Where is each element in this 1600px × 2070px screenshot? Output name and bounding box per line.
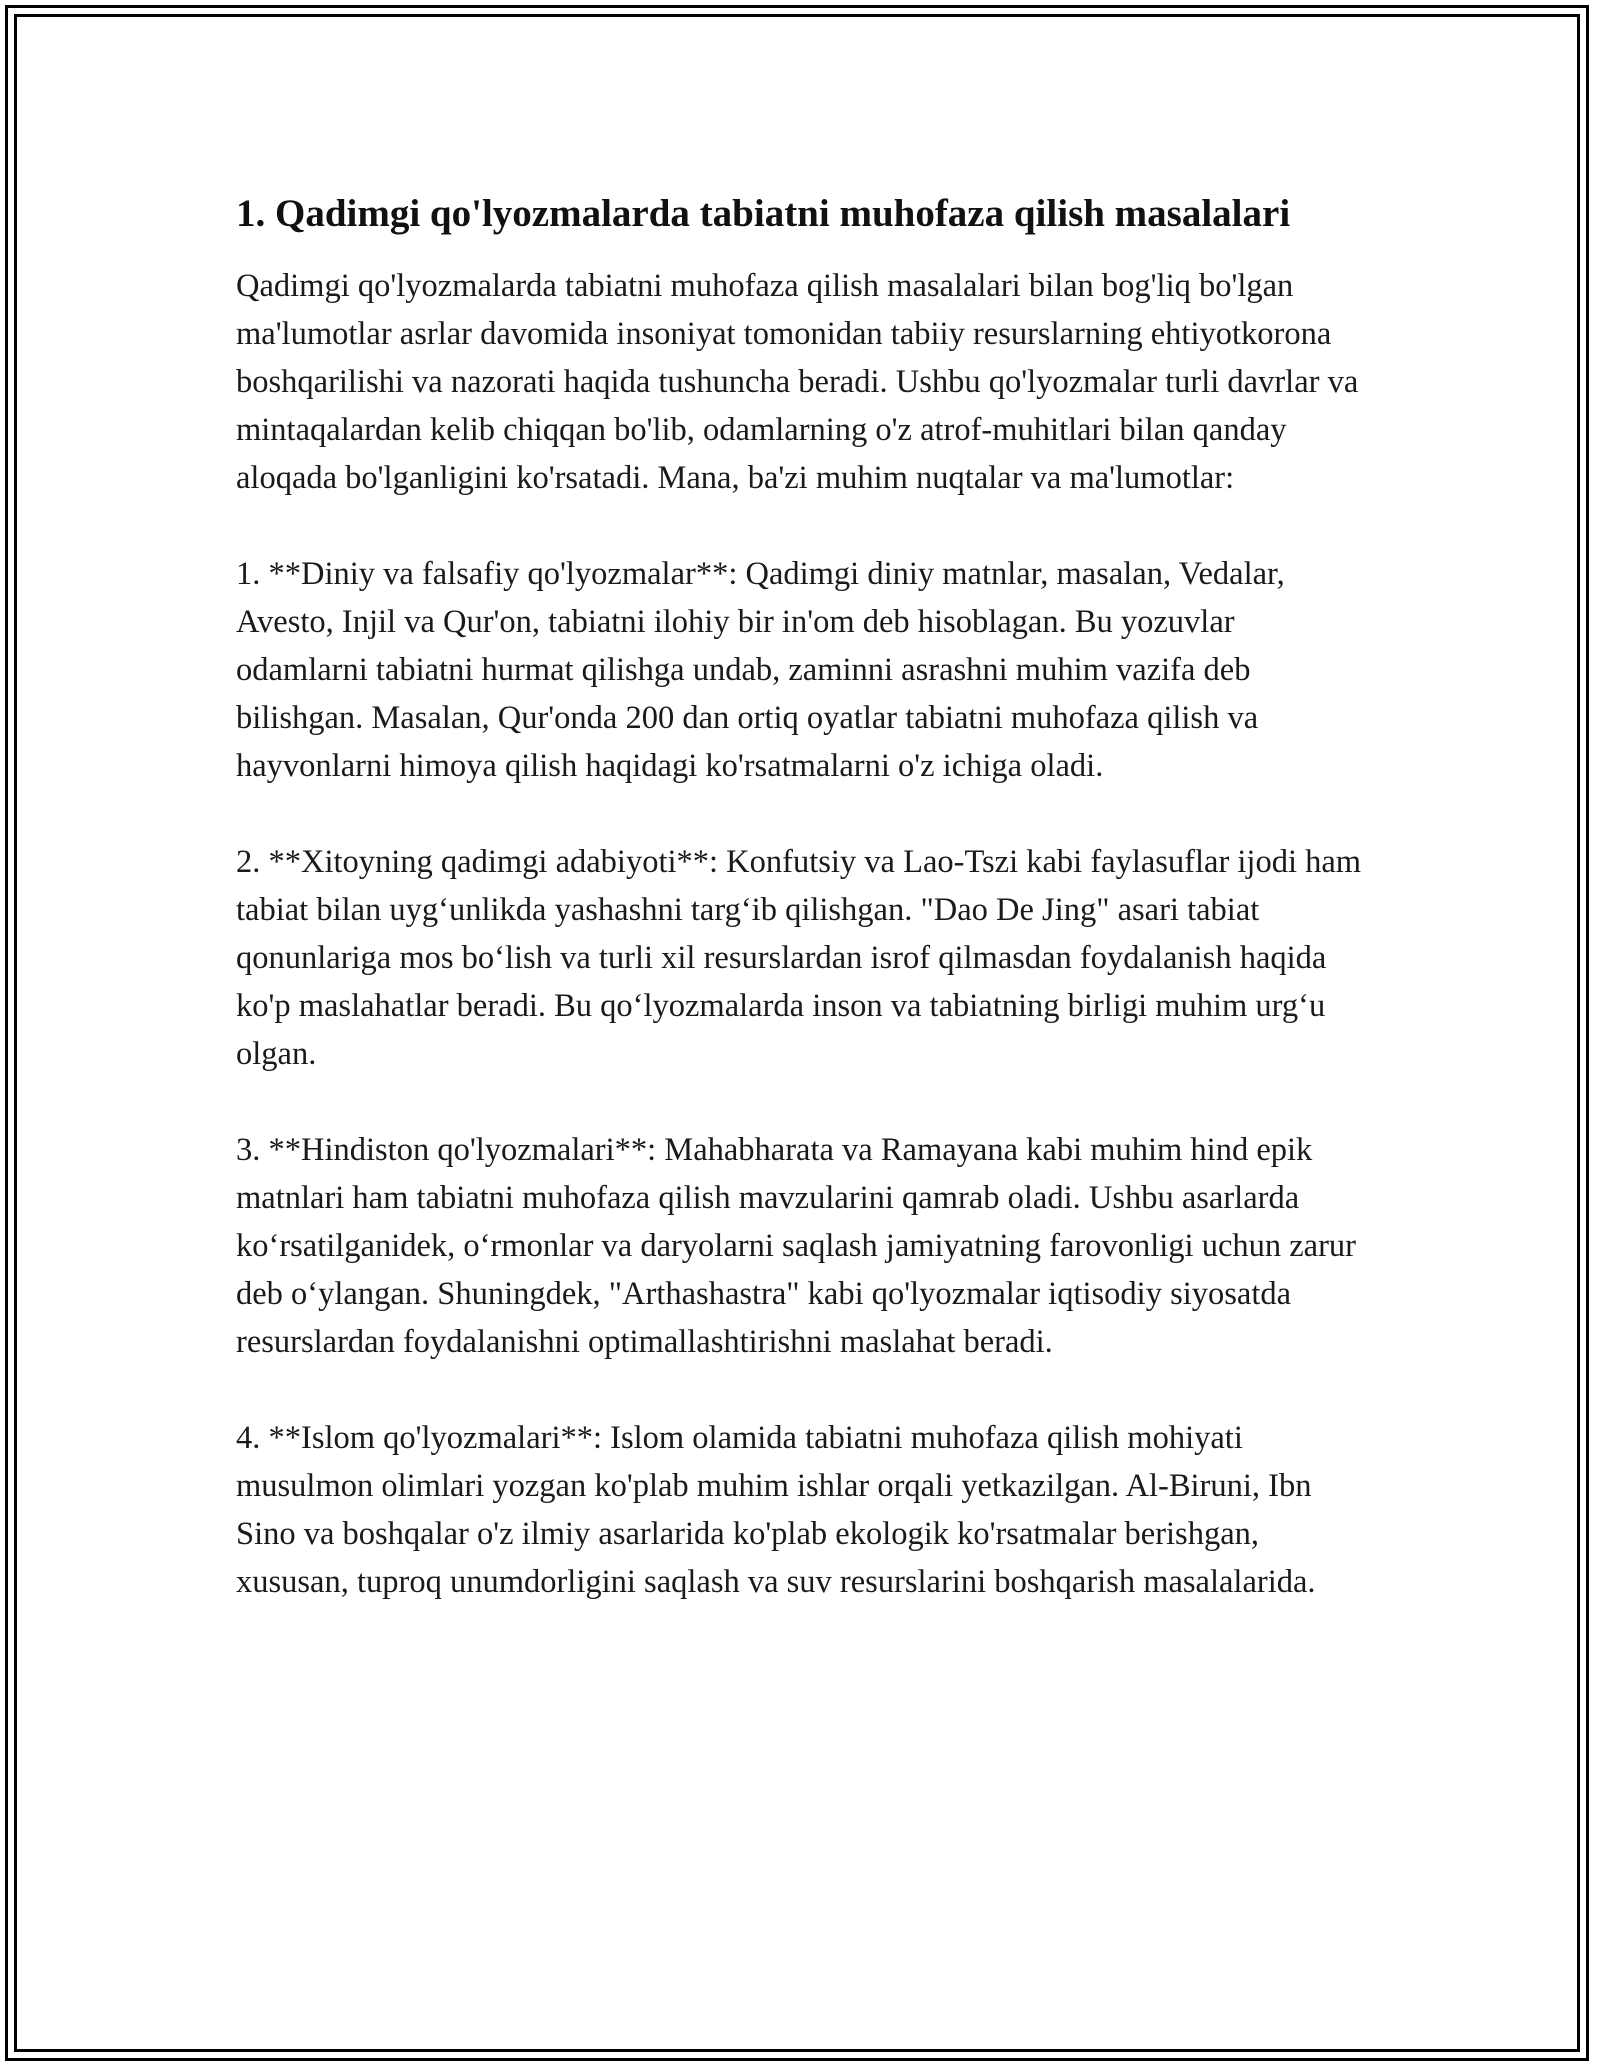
paragraph-chinese-literature: 2. **Xitoyning qadimgi adabiyoti**: Konfutsiy va Lao-Tszi kabi faylasuflar ijodi ham tabiat bilan uyg‘unlikda yashashni targ‘ib qilishgan. "Dao De Jing" asari tabiat qonunlariga mos bo‘lish va turli xil resurslardan isrof qilmasdan foydalanish haqida ko'p maslahatlar beradi. Bu qo‘lyozmalarda inson va tabiatning birligi muhim urg‘u olgan.	[236, 844, 1362, 1072]
paragraph-indian-manuscripts: 3. **Hindiston qo'lyozmalari**: Mahabharata va Ramayana kabi muhim hind epik matnlari ham tabiatni muhofaza qilish mavzularini qamrab oladi. Ushbu asarlarda ko‘rsatilganidek, o‘rmonlar va daryolarni saqlash jamiyatning farovonligi uchun zarur deb o‘ylangan. Shuningdek, "Arthashastra" kabi qo'lyozmalar iqtisodiy siyosatda resurslardan foydalanishni optimallashtirishni maslahat beradi.	[236, 1132, 1356, 1360]
intro-paragraph: Qadimgi qo'lyozmalarda tabiatni muhofaza qilish masalalari bilan bog'liq bo'lgan ma'lumotlar asrlar davomida insoniyat tomonidan tabiiy resurslarning ehtiyotkorona boshqarilishi va nazorati haqida tushuncha beradi. Ushbu qo'lyozmalar turli davrlar va mintaqalardan kelib chiqqan bo'lib, odamlarning o'z atrof-muhitlari bilan qanday aloqada bo'lganligini ko'rsatadi. Mana, ba'zi muhim nuqtalar va ma'lumotlar:	[236, 268, 1359, 496]
paragraph-islamic-manuscripts: 4. **Islom qo'lyozmalari**: Islom olamida tabiatni muhofaza qilish mohiyati musulmon olimlari yozgan ko'plab muhim ishlar orqali yetkazilgan. Al-Biruni, Ibn Sino va boshqalar o'z ilmiy asarlarida ko'plab ekologik ko'rsatmalar berishgan, xususan, tuproq unumdorligini saqlash va suv resurslarini boshqarish masalalarida.	[236, 1420, 1316, 1600]
paragraph-religious-manuscripts: 1. **Diniy va falsafiy qo'lyozmalar**: Qadimgi diniy matnlar, masalan, Vedalar, Avesto, Injil va Qur'on, tabiatni ilohiy bir in'om deb hisoblagan. Bu yozuvlar odamlarni tabiatni hurmat qilishga undab, zaminni asrashni muhim vazifa deb bilishgan. Masalan, Qur'onda 200 dan ortiq oyatlar tabiatni muhofaza qilish va hayvonlarni himoya qilish haqidagi ko'rsatmalarni o'z ichiga oladi.	[236, 556, 1285, 784]
page-title: 1. Qadimgi qo'lyozmalarda tabiatni muhofaza qilish masalalari	[236, 192, 1291, 235]
document-body	[236, 186, 1368, 1606]
